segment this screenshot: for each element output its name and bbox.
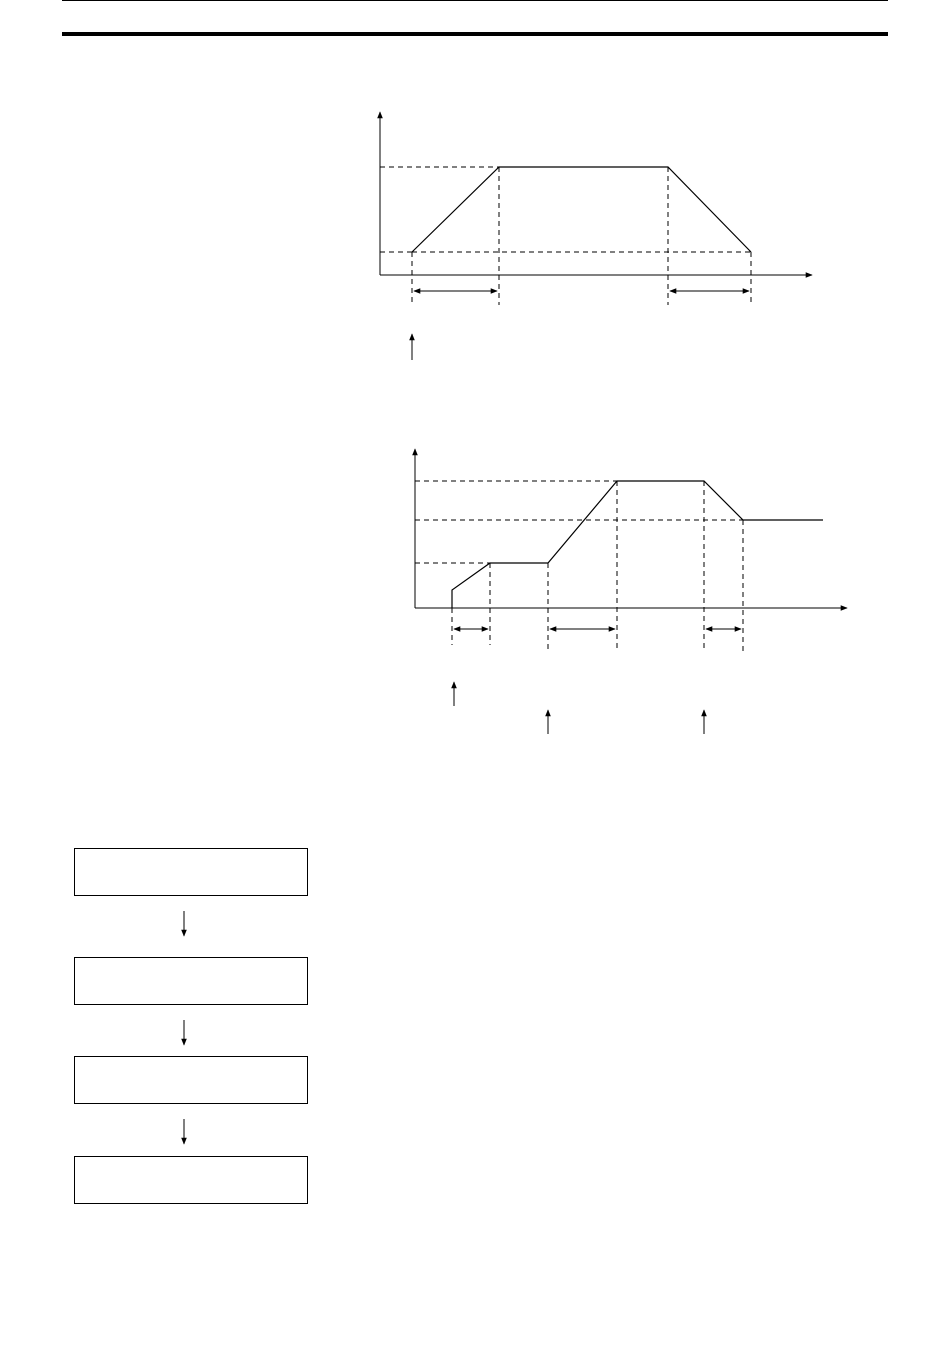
- flow-step-box-1: [74, 848, 308, 896]
- top-speed-profile: [380, 112, 812, 360]
- flow-step-box-3: [74, 1056, 308, 1104]
- flow-step-box-2: [74, 957, 308, 1005]
- bottom-speed-curve: [452, 481, 823, 608]
- bottom-guide-lines: [415, 481, 743, 652]
- flow-step-box-4: [74, 1156, 308, 1204]
- top-speed-curve: [412, 167, 751, 252]
- top-guide-lines: [380, 167, 751, 305]
- bottom-speed-profile: [415, 449, 847, 734]
